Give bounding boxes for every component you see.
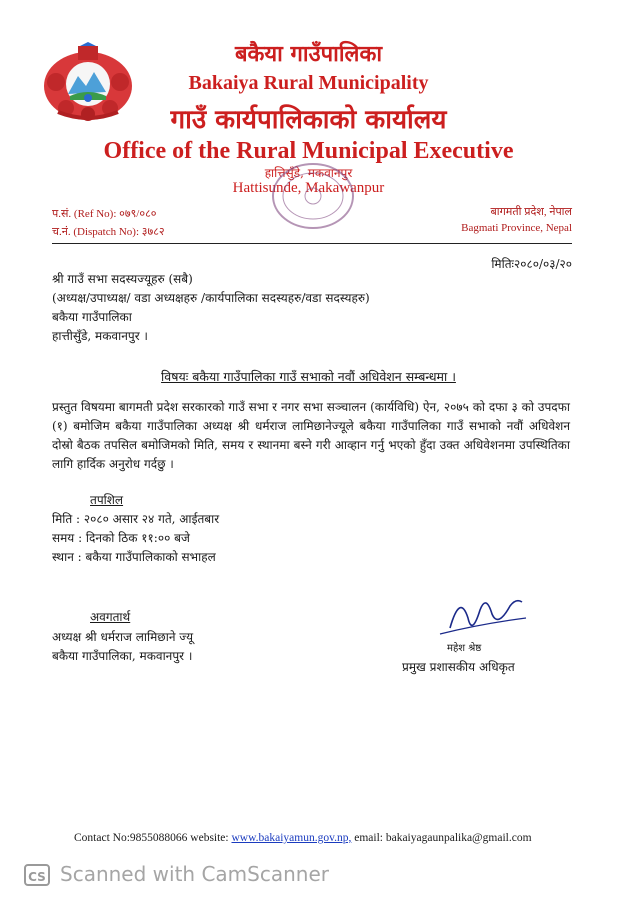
- province-english: Bagmati Province, Nepal: [461, 222, 572, 234]
- schedule-item: समय : दिनको ठिक ११:०० बजे: [52, 531, 190, 545]
- addressee-line: बकैया गाउँपालिका: [52, 310, 132, 324]
- scanner-watermark: Scanned with CamScanner: [60, 862, 329, 886]
- website-link[interactable]: www.bakaiyamun.gov.np,: [231, 832, 352, 844]
- province-nepali: बागमती प्रदेश, नेपाल: [490, 206, 572, 218]
- subject-text: विषयः बकैया गाउँपालिका गाउँ सभाको नवौं अधिवेशन सम्बन्धमा ।: [161, 369, 456, 384]
- info-heading: अवगतार्थ: [90, 610, 131, 624]
- office-title-english: Office of the Rural Municipal Executive: [103, 138, 514, 164]
- reference-number: प.सं. (Ref No): ०७९/०८०: [52, 208, 157, 220]
- dispatch-number: च.नं. (Dispatch No): ३७८२: [52, 226, 165, 238]
- schedule-list: [52, 510, 219, 567]
- addressee-line: श्री गाउँ सभा सदस्यज्यूहरु (सबै): [52, 272, 193, 286]
- municipality-title-nepali: बकैया गाउँपालिका: [234, 41, 383, 67]
- schedule-item: मिति : २०८० असार २४ गते, आईतबार: [52, 512, 220, 526]
- info-item: अध्यक्ष श्री धर्मराज लामिछाने ज्यू: [52, 630, 194, 644]
- municipality-title-english: Bakaiya Rural Municipality: [188, 72, 429, 94]
- body-paragraph: प्रस्तुत विषयमा बागमती प्रदेश सरकारको गाउँ सभा र नगर सभा सञ्चालन (कार्यविधि) ऐन, २०७५ को दफा ३ को उपदफा (१) बमोजिम बकैया गाउँपालिका अध्यक्ष श्री धर्मराज लामिछानेज्यूले बकैया गाउँपालिका गाउँ सभाको नवौं अधिवेशन दोस्रो बैठक तपसिल बमोजिमको मिति, समय र स्थानमा बस्ने गरी आव्हान गर्नु भएको हुँदा उक्त अधिवेशनमा उपस्थितिका लागि हार्दिक अनुरोध गर्दछु ।: [52, 400, 570, 471]
- schedule-item: स्थान : बकैया गाउँपालिकाको सभाहल: [52, 550, 216, 564]
- office-stamp-icon: [268, 160, 358, 232]
- schedule-heading: तपशिल: [90, 493, 124, 507]
- info-item: बकैया गाउँपालिका, मकवानपुर ।: [52, 649, 193, 663]
- address-nepali: हात्तिसुँडे, मकवानपुर: [264, 166, 353, 180]
- footer-contact: [74, 832, 532, 844]
- addressee-line: (अध्यक्ष/उपाध्यक्ष/ वडा अध्यक्षहरु /कार्यपालिका सदस्यहरु/वडा सदस्यहरु): [52, 291, 370, 305]
- camscanner-logo-icon: CS: [24, 864, 50, 886]
- address-english: Hattisunde, Makawanpur: [232, 180, 385, 196]
- signature-icon: [430, 588, 530, 648]
- letter-date: मितिः२०८०/०३/२०: [491, 257, 572, 271]
- website-label: website:: [190, 832, 229, 844]
- addressee-block: [52, 270, 370, 346]
- addressee-line: हात्तीसुँडे, मकवानपुर ।: [52, 329, 148, 343]
- info-list: [52, 628, 193, 666]
- signatory-title: प्रमुख प्रशासकीय अधिकृत: [402, 660, 515, 674]
- contact-number: Contact No:9855088066: [74, 832, 188, 844]
- signatory-name: महेश श्रेष्ठ: [447, 643, 482, 654]
- office-title-nepali: गाउँ कार्यपालिकाको कार्यालय: [170, 105, 447, 135]
- header-divider: [52, 243, 572, 244]
- subject-line: [0, 368, 617, 385]
- email-text: email: bakaiyagaunpalika@gmail.com: [354, 832, 532, 844]
